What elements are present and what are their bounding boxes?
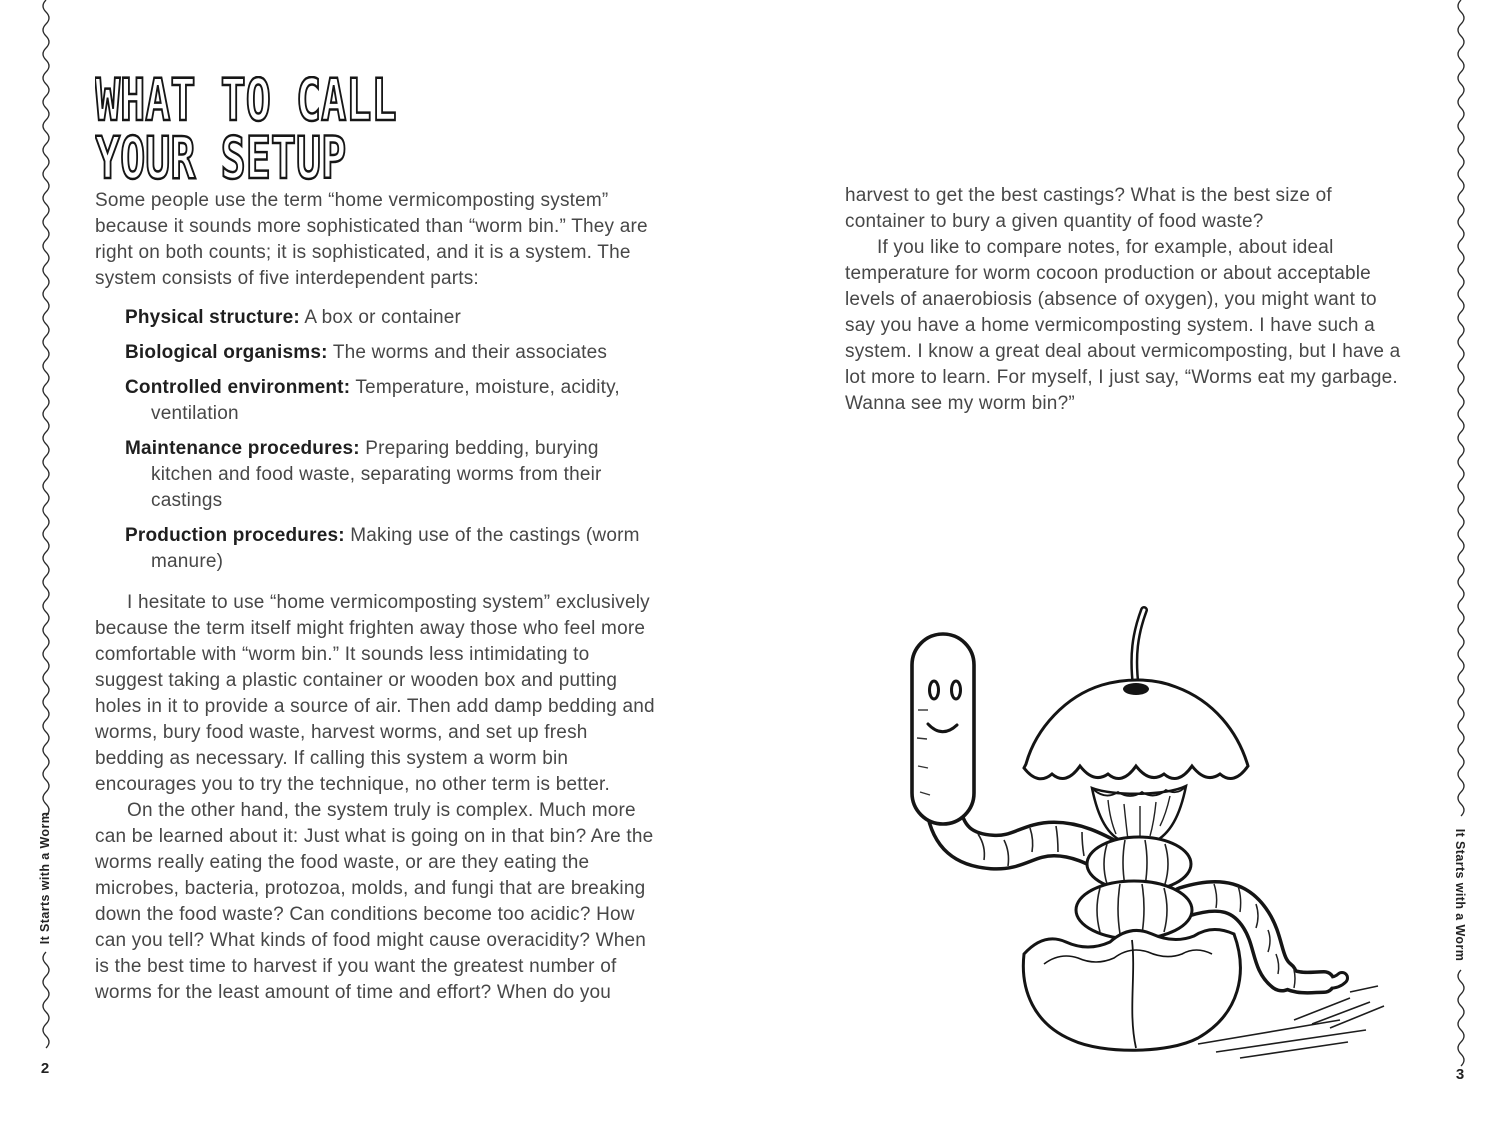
system-part-item xyxy=(125,340,657,366)
worm-apple-core-illustration xyxy=(878,592,1423,1067)
system-part-item xyxy=(125,375,657,427)
apple-core-top xyxy=(1024,610,1248,779)
right-page xyxy=(845,183,1407,417)
page-number-left: 2 xyxy=(40,1060,50,1077)
system-part-item xyxy=(125,436,657,514)
running-footer-left: It Starts with a Worm xyxy=(38,811,52,945)
system-part-item xyxy=(125,523,657,575)
part-label: Controlled environment: xyxy=(125,377,351,398)
worm-head xyxy=(912,634,974,824)
part-label: Production procedures: xyxy=(125,525,345,546)
page-number-right: 3 xyxy=(1455,1066,1465,1083)
body-paragraph: harvest to get the best castings? What is the best size of container to bury a given quantity of food waste? xyxy=(845,185,1332,232)
intro-paragraph: Some people use the term “home vermicomposting system” because it sounds more sophisticated than “worm bin.” They are right on both counts; it is sophisticated, and it is a system. The system consists of five interdependent parts: xyxy=(95,190,648,289)
chapter-title-line2: YOUR SETUP xyxy=(95,124,347,182)
squiggle-border-icon xyxy=(1456,0,1466,810)
apple-core-waist xyxy=(1092,786,1186,842)
body-paragraph: I hesitate to use “home vermicomposting system” exclusively because the term itself might frighten away those who feel more comfortable with “worm bin.” It sounds less intimidating to suggest taking a plastic container or wooden box and putting holes in it to provide a source of air. Then add damp bedding and worms, bury food waste, harvest worms, and set up fresh bedding as necessary. If calling this system a worm bin encourages you to try the technique, no other term is better. xyxy=(95,592,655,795)
chapter-title-line1: WHAT TO CALL xyxy=(95,76,397,134)
part-text: Preparing bedding, burying kitchen and food waste, separating worms from their castings xyxy=(151,438,602,511)
part-text: Making use of the castings (worm manure) xyxy=(151,525,640,572)
running-footer-right: It Starts with a Worm xyxy=(1453,828,1467,962)
right-page-edge xyxy=(1410,0,1500,1125)
part-label: Physical structure: xyxy=(125,307,300,328)
squiggle-border-icon xyxy=(41,952,51,1044)
body-paragraph: If you like to compare notes, for example, about ideal temperature for worm cocoon production or about acceptable levels of anaerobiosis (absence of oxygen), you might want to say you have a home vermicomposting system. I have such a system. I know a great deal about vermicomposting, but I have a lot more to learn. For myself, I just say, “Worms eat my garbage. Wanna see my worm bin?” xyxy=(845,237,1401,414)
body-paragraph: On the other hand, the system truly is complex. Much more can be learned about it: Just what is going on in that bin? Are the worms really eating the food waste, or are they eating the microbes, bacteria, protozoa, molds, and fungi that are breaking down the food waste? Can conditions become too acidic? How can you tell? What kinds of food might cause overacidity? When is the best time to harvest if you want the greatest number of worms for the least amount of time and effort? When do you xyxy=(95,800,654,1003)
part-text: The worms and their associates xyxy=(332,342,608,363)
system-part-item xyxy=(125,305,657,331)
left-page xyxy=(95,76,657,1006)
left-page-edge xyxy=(0,0,90,1125)
squiggle-border-icon xyxy=(1456,970,1466,1060)
part-text: A box or container xyxy=(304,307,462,328)
part-text: Temperature, moisture, acidity, ventilation xyxy=(151,377,620,424)
part-label: Maintenance procedures: xyxy=(125,438,360,459)
part-label: Biological organisms: xyxy=(125,342,328,363)
squiggle-border-icon xyxy=(41,0,51,806)
chapter-title xyxy=(95,76,535,182)
system-parts-list xyxy=(95,305,657,575)
apple-core-bottom xyxy=(1023,929,1240,1050)
